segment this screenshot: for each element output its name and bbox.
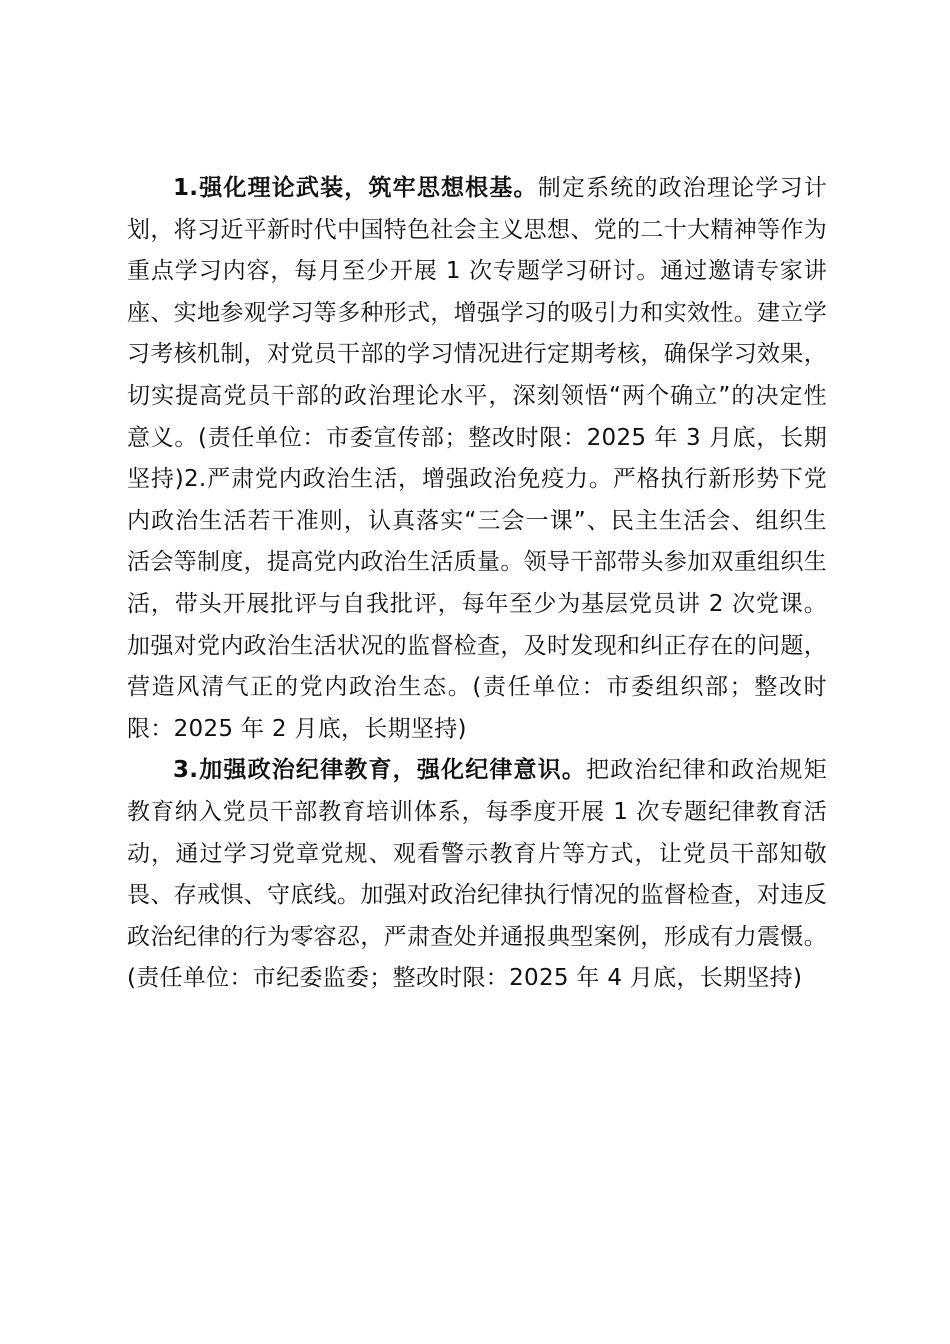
paragraph-1: [127, 168, 827, 750]
document-body: [127, 168, 827, 1000]
paragraph-1-body: 制定系统的政治理论学习计划，将习近平新时代中国特色社会主义思想、党的二十大精神等作为重点学习内容，每月至少开展 1 次专题学习研讨。通过邀请专家讲座、实地参观学习等多种形式，增强学习的吸引力和实效性。建立学习考核机制，对党员干部的学习情况进行定期考核，确保学习效果，切实提高党员干部的政治理论水平，深刻领悟“两个确立”的决定性意义。(责任单位：市委宣传部；整改时限：2025 年 3 月底，长期坚持)2.严肃党内政治生活，增强政治免疫力。严格执行新形势下党内政治生活若干准则，认真落实“三会一课”、民主生活会、组织生活会等制度，提高党内政治生活质量。领导干部带头参加双重组织生活，带头开展批评与自我批评，每年至少为基层党员讲 2 次党课。加强对党内政治生活状况的监督检查，及时发现和纠正存在的问题，营造风清气正的党内政治生态。(责任单位：市委组织部；整改时限：2025 年 2 月底，长期坚持): [127, 175, 827, 742]
paragraph-2-body: 把政治纪律和政治规矩教育纳入党员干部教育培训体系，每季度开展 1 次专题纪律教育活动，通过学习党章党规、观看警示教育片等方式，让党员干部知敬畏、存戒惧、守底线。加强对政治纪律执行情况的监督检查，对违反政治纪律的行为零容忍，严肃查处并通报典型案例，形成有力震慑。(责任单位：市纪委监委；整改时限：2025 年 4 月底，长期坚持): [127, 757, 828, 992]
paragraph-1-heading: 1.强化理论武装，筑牢思想根基。: [173, 175, 538, 201]
paragraph-2: [127, 750, 827, 1000]
paragraph-2-heading: 3.加强政治纪律教育，强化纪律意识。: [173, 757, 587, 784]
